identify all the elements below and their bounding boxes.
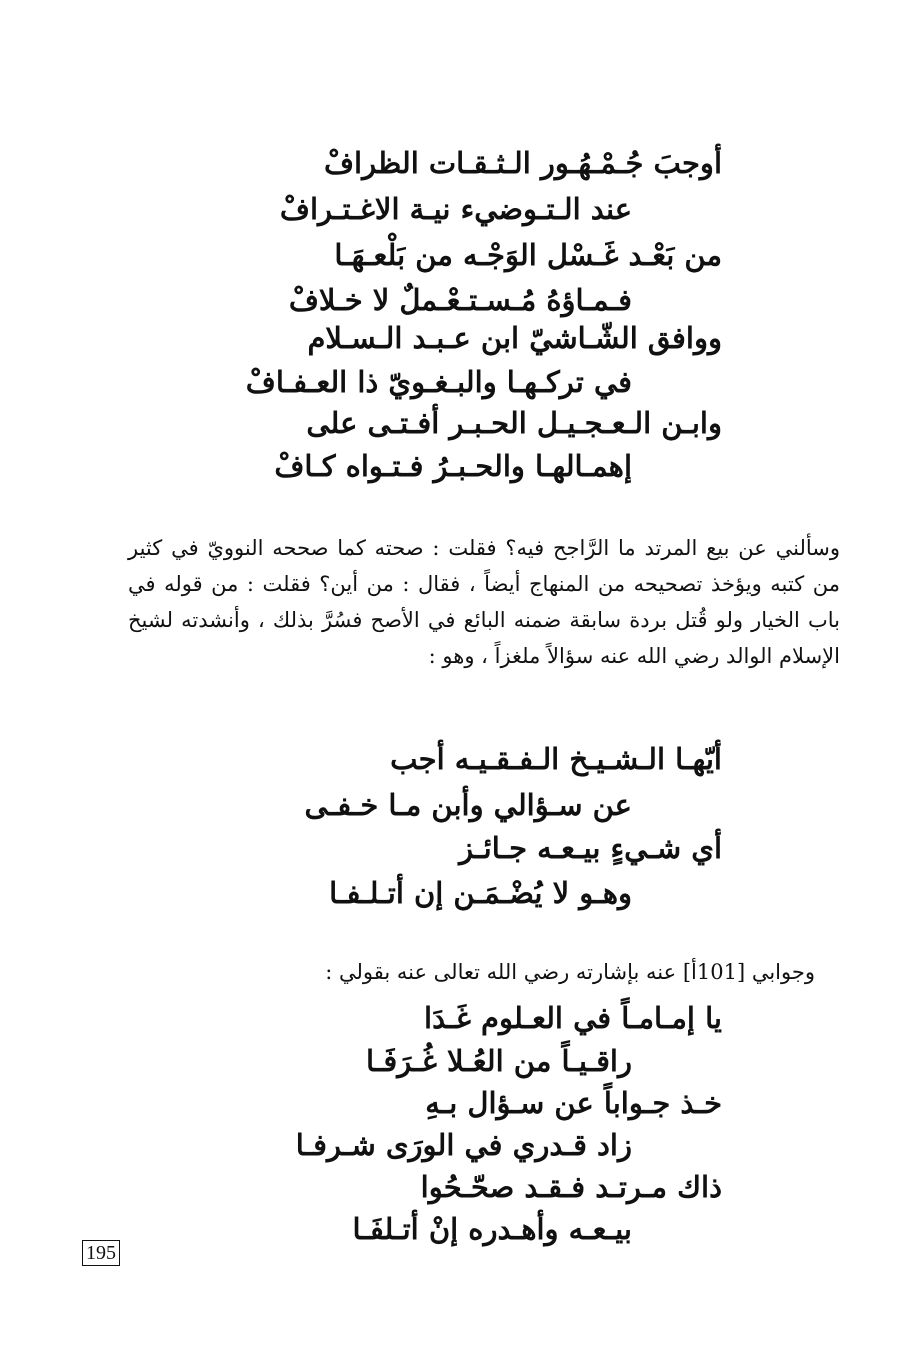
poem2-line: أي شـيءٍ بيـعـه جـائـز (459, 831, 722, 865)
poem1-line: عند الـتـوضيء نيـة الاغـتـرافْ (279, 192, 632, 226)
poem3-line: بيـعـه وأهـدره إنْ أتـلفَـا (352, 1212, 632, 1246)
poem1-line: وابـن الـعـجـيـل الحـبـر أفـتـى على (306, 406, 722, 440)
answer-intro: وجوابي [101أ] عنه بإشارته رضي الله تعالى عنه بقولي : (325, 960, 815, 984)
poem1-line: أوجبَ جُـمْـهُـور الـثـقـات الظرافْ (323, 146, 722, 180)
page-number: 195 (82, 1240, 120, 1266)
poem3-line: زاد قـدري في الورَى شـرفـا (295, 1128, 632, 1162)
poem3-line: يا إمـامـاً في العـلوم غَـدَا (424, 1001, 722, 1035)
poem1-line: من بَعْـد غَـسْل الوَجْـه من بَلْعـهَـا (334, 238, 722, 272)
poem3-line: راقـيـاً من العُـلا غُـرَفَـا (366, 1044, 632, 1078)
poem3-line: ذاك مـرتـد فـقـد صحّـحُوا (420, 1170, 722, 1204)
poem1-line: إهمـالهـا والحـبـرُ فـتـواه كـافْ (274, 449, 632, 483)
poem3-line: خـذ جـواباً عن سـؤال بـهِ (425, 1086, 722, 1120)
poem1-line: فـمـاؤهُ مُـسـتـعْـملٌ لا خـلافْ (288, 283, 632, 317)
prose-paragraph: وسألني عن بيع المرتد ما الرَّاجح فيه؟ فقلت : صحته كما صححه النوويّ في كثير من كتبه ويؤخذ تصحيحه من المنهاج أيضاً ، فقال : من أين؟ فقلت : من قوله في باب الخيار ولو قُتل بردة سابقة ضمنه البائع في الأصح فسُرَّ بذلك ، وأنشدته لشيخ الإسلام الوالد رضي الله عنه سؤالاً ملغزاً ، وهو : (128, 536, 840, 668)
poem1-line: في تركـهـا والبـغـويّ ذا العـفـافْ (245, 365, 632, 399)
poem1-line: ووافق الشّـاشيّ ابن عـبـد الـسـلام (307, 321, 722, 355)
poem2-line: وهـو لا يُضْـمَـن إن أتـلـفـا (329, 876, 632, 910)
poem2-line: أيّهـا الـشـيـخ الـفـقـيـه أجب (390, 742, 722, 776)
poem2-line: عن سـؤالي وأبن مـا خـفـى (304, 788, 632, 822)
